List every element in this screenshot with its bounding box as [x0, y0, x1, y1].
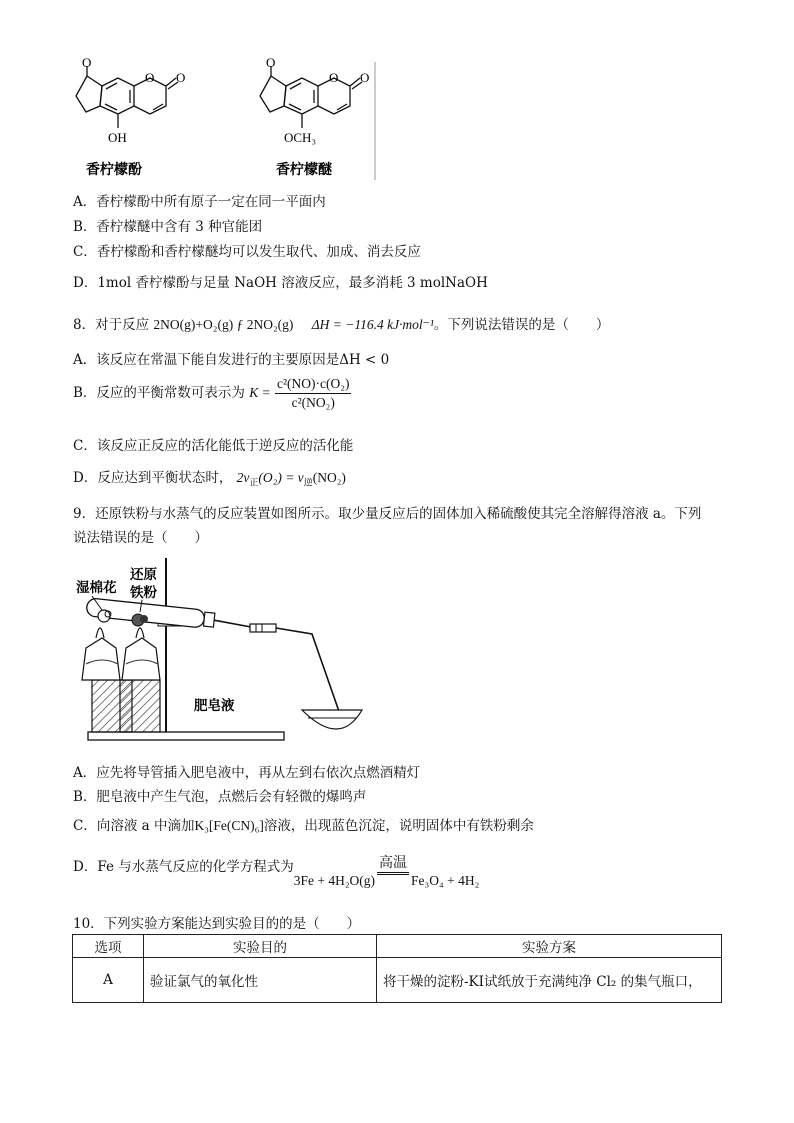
q8-option-b	[73, 376, 351, 411]
label-soap-solution: 肥皂液	[194, 698, 235, 714]
q8-option-d	[73, 466, 346, 489]
q8-k-fraction	[275, 376, 351, 411]
label-iron-line1: 还原	[130, 567, 157, 583]
label-iron-line2: 铁粉	[130, 585, 157, 601]
q8-option-a: A．该反应在常温下能自发进行的主要原因是ΔH < 0	[73, 352, 390, 368]
q9-option-a: A．应先将导管插入肥皂液中，再从左到右依次点燃酒精灯	[73, 765, 421, 781]
q9-stem-line-2: 说法错误的是（ ）	[73, 530, 208, 546]
bergapten-structure	[260, 66, 362, 128]
right-name: 香柠檬醚	[276, 162, 332, 178]
q9-option-b: B．肥皂液中产生气泡，点燃后会有轻微的爆鸣声	[73, 789, 367, 805]
q7-option-b: B．香柠檬醚中含有 3 种官能团	[73, 219, 263, 235]
q8-option-b-prefix: B．反应的平衡常数可表示为	[73, 385, 245, 401]
q9-option-c-prefix: C．向溶液 a 中滴加	[73, 818, 195, 834]
q8-k-denominator: c²(NO₂)	[291, 395, 335, 410]
left-carbonyl-o: O	[176, 70, 186, 85]
q9-option-c	[73, 814, 534, 834]
left-ring-o: O	[145, 70, 155, 85]
q8-enthalpy: ΔH = −116.4 kJ·mol⁻¹	[311, 317, 434, 332]
q9-reagent: K₃[Fe(CN)₆]	[194, 818, 264, 833]
q7-option-c: C．香柠檬酚和香柠檬醚均可以发生取代、加成、消去反应	[73, 244, 421, 260]
q9-eq-condition	[377, 852, 409, 883]
q9-option-d	[73, 852, 479, 889]
q8-rate-forward: 2v	[236, 470, 250, 485]
header-plan: 实验方案	[377, 935, 722, 958]
header-purpose: 实验目的	[144, 935, 377, 958]
header-option: 选项	[73, 935, 144, 958]
q7-option-a: A．香柠檬酚中所有原子一定在同一平面内	[73, 194, 326, 210]
q8-stem	[73, 313, 609, 333]
bergaptol-structure	[76, 66, 178, 128]
left-name: 香柠檬酚	[86, 162, 142, 178]
right-substituent: OCH₃	[284, 130, 316, 145]
q8-option-d-prefix: D．反应达到平衡状态时，	[73, 470, 233, 486]
q8-stem-suffix: 。下列说法错误的是（ ）	[433, 317, 610, 333]
row-plan: 将干燥的淀粉-KI试纸放于充满纯净 Cl₂ 的集气瓶口，	[377, 958, 722, 1003]
right-ring-o: O	[329, 70, 339, 85]
q8-k-numerator: c²(NO)·c(O₂)	[275, 376, 351, 394]
iron-steam-apparatus-figure	[74, 552, 366, 744]
left-ketone-o: O	[82, 58, 92, 70]
q9-stem-line-1: 9．还原铁粉与水蒸气的反应装置如图所示。取少量反应后的固体加入稀硫酸使其完全溶解得溶液 a。下列	[73, 506, 702, 522]
table-row	[73, 958, 722, 1003]
q8-option-c: C．该反应正反应的活化能低于逆反应的活化能	[73, 438, 354, 454]
row-purpose: 验证氯气的氧化性	[144, 958, 377, 1003]
q10-stem: 10．下列实验方案能达到实验目的的是（ ）	[73, 916, 361, 932]
q8-sub-forward: 正	[249, 478, 259, 489]
q9-option-d-prefix: D．Fe 与水蒸气反应的化学方程式为	[73, 859, 294, 875]
q8-stem-prefix: 8．对于反应	[73, 317, 150, 333]
q9-eq-left: 3Fe + 4H₂O(g)	[293, 873, 376, 888]
q8-rate-mid: (O₂) = v	[258, 470, 304, 485]
q8-sub-reverse: 逆	[303, 478, 313, 489]
table-header-row	[73, 935, 722, 958]
row-option: A	[73, 958, 144, 1003]
q10-table	[72, 934, 722, 1003]
right-carbonyl-o: O	[360, 70, 370, 85]
q7-option-d: D．1mol 香柠檬酚与足量 NaOH 溶液反应，最多消耗 3 molNaOH	[73, 275, 488, 291]
label-wet-cotton: 湿棉花	[76, 580, 117, 596]
coumarin-structures-figure	[70, 58, 382, 182]
q8-rate-end: (NO₂)	[312, 470, 346, 485]
q8-k-symbol: K =	[249, 385, 271, 400]
right-ketone-o: O	[266, 58, 276, 70]
q9-eq-right: Fe₃O₄ + 4H₂	[411, 873, 480, 888]
left-substituent: OH	[108, 130, 127, 145]
q9-option-c-suffix: 溶液，出现蓝色沉淀，说明固体中有铁粉剩余	[263, 818, 534, 834]
q8-reaction: 2NO(g)+O₂(g) ƒ 2NO₂(g)	[153, 317, 294, 332]
q9-eq-condition-text: 高温	[377, 852, 409, 875]
